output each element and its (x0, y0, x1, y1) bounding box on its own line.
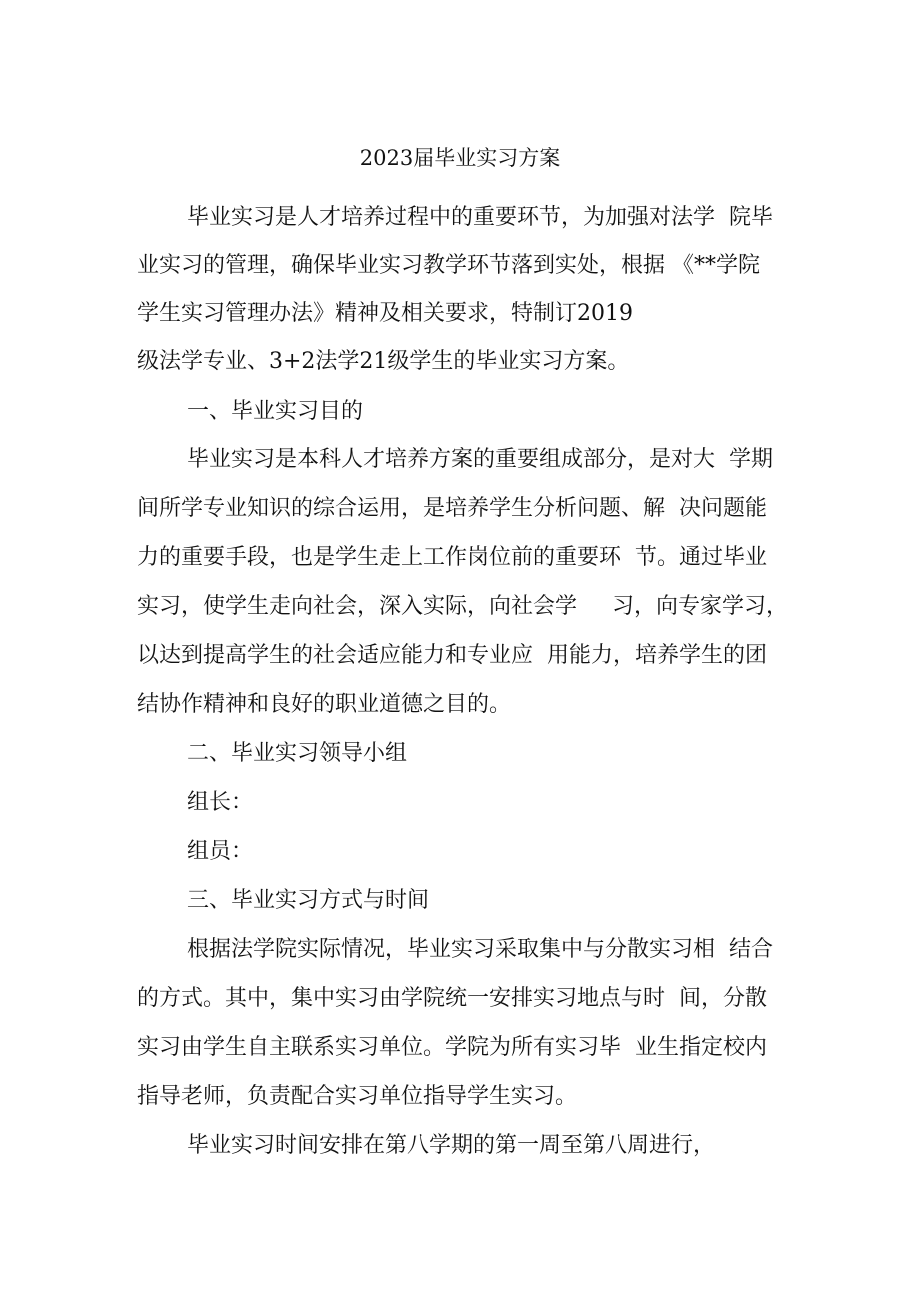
paragraph-line: 实习由学生自主联系实习单位。学院为所有实习毕 业生指定校内 (137, 1035, 767, 1060)
section-heading: 三、毕业实习方式与时间 (187, 888, 430, 913)
paragraph-line: 实习，使学生走向社会，深入实际，向社会学 习，向专家学习， (137, 594, 788, 619)
paragraph-line: 以达到提高学生的社会适应能力和专业应 用能力，培养学生的团 (137, 643, 767, 668)
paragraph-line: 学生实习管理办法》精神及相关要求，特制订2019 (137, 301, 633, 326)
paragraph-line: 结协作精神和良好的职业道德之目的。 (137, 692, 512, 717)
group-members-line: 组员： (187, 839, 254, 864)
paragraph-line: 的方式。其中，集中实习由学院统一安排实习地点与时 间，分散 (137, 986, 767, 1011)
document-title: 2023届毕业实习方案 (359, 146, 561, 170)
section-heading: 二、毕业实习领导小组 (187, 741, 408, 766)
paragraph-line: 间所学专业知识的综合运用，是培养学生分析问题、解 决问题能 (137, 496, 767, 521)
paragraph-line: 毕业实习时间安排在第八学期的第一周至第八周进行， (187, 1133, 716, 1158)
paragraph-line: 业实习的管理，确保毕业实习教学环节落到实处，根据 《**学院 (137, 253, 760, 278)
paragraph-line: 力的重要手段，也是学生走上工作岗位前的重要环 节。通过毕业 (137, 545, 767, 570)
paragraph-line: 根据法学院实际情况，毕业实习采取集中与分散实习相 结合 (187, 937, 773, 962)
group-leader-line: 组长： (187, 790, 254, 815)
paragraph-line: 指导老师，负责配合实习单位指导学生实习。 (137, 1084, 578, 1109)
paragraph-line: 级法学专业、3+2法学21级学生的毕业实习方案。 (137, 349, 630, 374)
paragraph-line: 毕业实习是人才培养过程中的重要环节，为加强对法学 院毕 (187, 205, 773, 230)
paragraph-line: 毕业实习是本科人才培养方案的重要组成部分，是对大 学期 (187, 447, 773, 472)
section-heading: 一、毕业实习目的 (187, 399, 364, 424)
